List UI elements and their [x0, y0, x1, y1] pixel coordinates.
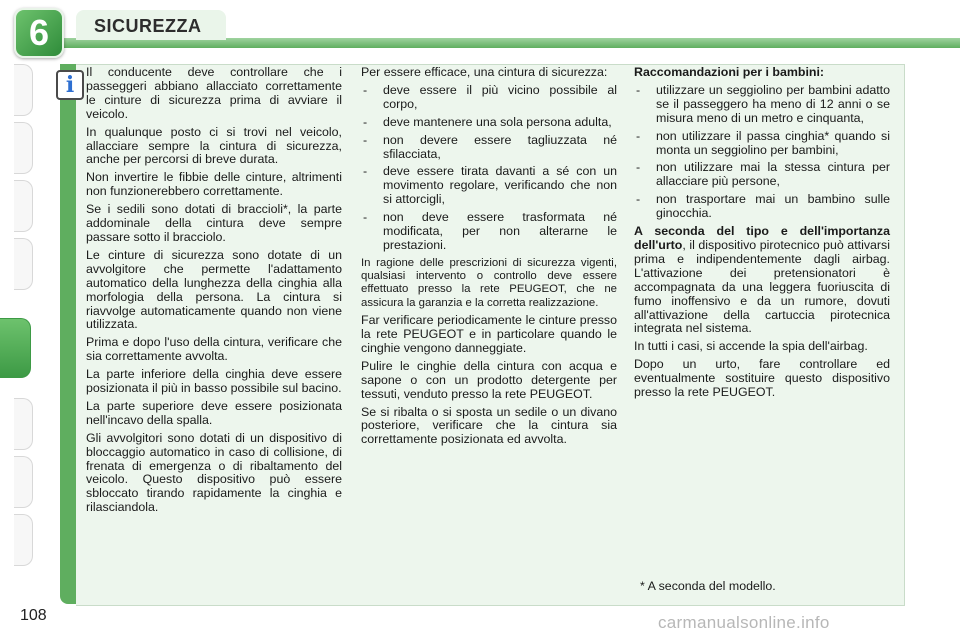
watermark: carmanualsonline.info [658, 613, 830, 632]
info-strip [60, 64, 76, 604]
paragraph: La parte superiore deve essere posizionata nell'incavo della spalla. [86, 398, 342, 427]
paragraph: Non invertire le fibbie delle cinture, altrimenti non funzionerebbero correttamente. [86, 170, 342, 199]
list-item-text: utilizzare un seggiolino per bambini adatto se il passeggero ha meno di 12 anni o se misura meno di un metro e cinquanta, [656, 82, 890, 125]
paragraph: Gli avvolgitori sono dotati di un dispositivo di bloccaggio automatico in caso di collisione, di frenata di emergenza o di ribaltamento del veicolo. Questo dispositivo può essere sbloccato tirando rapidamente la cinghia e rilasciandola. [86, 430, 342, 515]
list-item-text: non trasportare mai un bambino sulle ginocchia. [656, 192, 890, 221]
bullet-list [361, 84, 617, 253]
chapter-tab-7[interactable] [14, 398, 33, 450]
airbag-text: , il dispositivo pirotecnico può attivarsi prima e indipendentemente dagli airbag. L'attivazione dei pretensionatori è accompagnata da una leggera fuoriuscita di fumo inoffensivo e da un rumore, dovuti all'attivazione della cartuccia pirotecnica integrata nel sistema. [634, 237, 890, 336]
list-item: - deve essere il più vicino possibile al corpo, [363, 82, 617, 111]
airbag-lead: A seconda del tipo e dell'importanza dell'urto [634, 224, 890, 252]
footnote: * A seconda del modello. [640, 579, 776, 593]
list-item: - deve essere tirata davanti a sé con un movimento regolare, verificando che non si attorcigli, [363, 164, 617, 207]
list-item-text: non deve essere trasformata né modificata, per non alterarne le prestazioni. [383, 210, 617, 252]
bullet-list [634, 84, 890, 221]
column-2 [361, 66, 617, 451]
list-item: - non utilizzare mai la stessa cintura per allacciare più persone, [636, 160, 890, 189]
list-item-text: non devere essere tagliuzzata né sfilacciata, [383, 132, 617, 161]
airbag-paragraph [634, 225, 890, 336]
info-glyph: i [65, 72, 75, 98]
chapter-tab-3[interactable] [14, 180, 33, 232]
list-item: - non utilizzare il passa cinghia* quando si monta un seggiolino per bambini, [636, 128, 890, 157]
column-3 [634, 66, 890, 404]
paragraph: Pulire le cinghie della cintura con acqua e sapone o con un prodotto detergente per tessuti, venduto presso la rete PEUGEOT. [361, 358, 617, 401]
paragraph: Far verificare periodicamente le cinture presso la rete PEUGEOT e in particolare quando le cinghie vengono danneggiate. [361, 313, 617, 355]
chapter-tab-9[interactable] [14, 514, 33, 566]
column-1 [86, 66, 342, 519]
paragraph: Dopo un urto, fare controllare ed eventualmente sostituire questo dispositivo presso la rete PEUGEOT. [634, 357, 890, 400]
chapter-tab-6-active[interactable] [0, 318, 31, 378]
paragraph: Le cinture di sicurezza sono dotate di un avvolgitore che permette l'adattamento automatico della lunghezza della cinghia alla morfologia della persona. La cintura si riavvolge automaticamente quando non viene utilizzata. [86, 247, 342, 332]
chapter-badge [14, 8, 64, 58]
chapter-tab-4[interactable] [14, 238, 33, 290]
list-item-text: non utilizzare il passa cinghia* quando si monta un seggiolino per bambini, [656, 128, 890, 157]
chapter-tab-2[interactable] [14, 122, 33, 174]
info-icon [56, 70, 84, 100]
list-item: - deve mantenere una sola persona adulta, [363, 114, 612, 129]
chapter-number: 6 [28, 12, 50, 53]
page-number: 108 [20, 607, 47, 624]
section-heading: Raccomandazioni per i bambini: [634, 65, 825, 79]
chapter-tab-1[interactable] [14, 64, 33, 116]
paragraph: In tutti i casi, si accende la spia dell'airbag. [634, 339, 868, 354]
paragraph: Se i sedili sono dotati di braccioli*, la parte addominale della cintura deve sempre passare sotto il bracciolo. [86, 202, 342, 244]
list-item: - non trasportare mai un bambino sulle ginocchia. [636, 192, 890, 221]
list-item-text: deve essere il più vicino possibile al corpo, [383, 82, 617, 111]
list-item-text: deve essere tirata davanti a sé con un movimento regolare, verificando che non si attorcigli, [383, 164, 617, 207]
list-item-text: non utilizzare mai la stessa cintura per allacciare più persone, [656, 160, 890, 189]
regulation-note: In ragione delle prescrizioni di sicurezza vigenti, qualsiasi intervento o controllo deve essere effettuato presso la rete PEUGEOT, che ne assicura la garanzia e la corretta realizzazione. [361, 256, 617, 309]
paragraph: La parte inferiore della cinghia deve essere posizionata il più in basso possibile sul bacino. [86, 367, 342, 396]
paragraph: Prima e dopo l'uso della cintura, verificare che sia correttamente avvolta. [86, 335, 342, 364]
chapter-tab-8[interactable] [14, 456, 33, 508]
list-item-text: deve mantenere una sola persona adulta, [383, 114, 612, 129]
paragraph: In qualunque posto ci si trovi nel veicolo, allacciare sempre la cintura di sicurezza, anche per percorsi di breve durata. [86, 124, 342, 167]
paragraph: Se si ribalta o si sposta un sedile o un divano posteriore, verificare che la cintura sia correttamente posizionata ed avvolta. [361, 404, 617, 447]
paragraph: Il conducente deve controllare che i passeggeri abbiano allacciato correttamente le cinture di sicurezza prima di avviare il veicolo. [86, 65, 342, 121]
list-item: - non devere essere tagliuzzata né sfilacciata, [363, 132, 617, 161]
list-item: - non deve essere trasformata né modificata, per non alterarne le prestazioni. [363, 210, 617, 252]
page-title: SICUREZZA [94, 16, 202, 36]
paragraph: Per essere efficace, una cintura di sicurezza: [361, 65, 608, 79]
list-item: - utilizzare un seggiolino per bambini adatto se il passeggero ha meno di 12 anni o se misura meno di un metro e cinquanta, [636, 82, 890, 125]
